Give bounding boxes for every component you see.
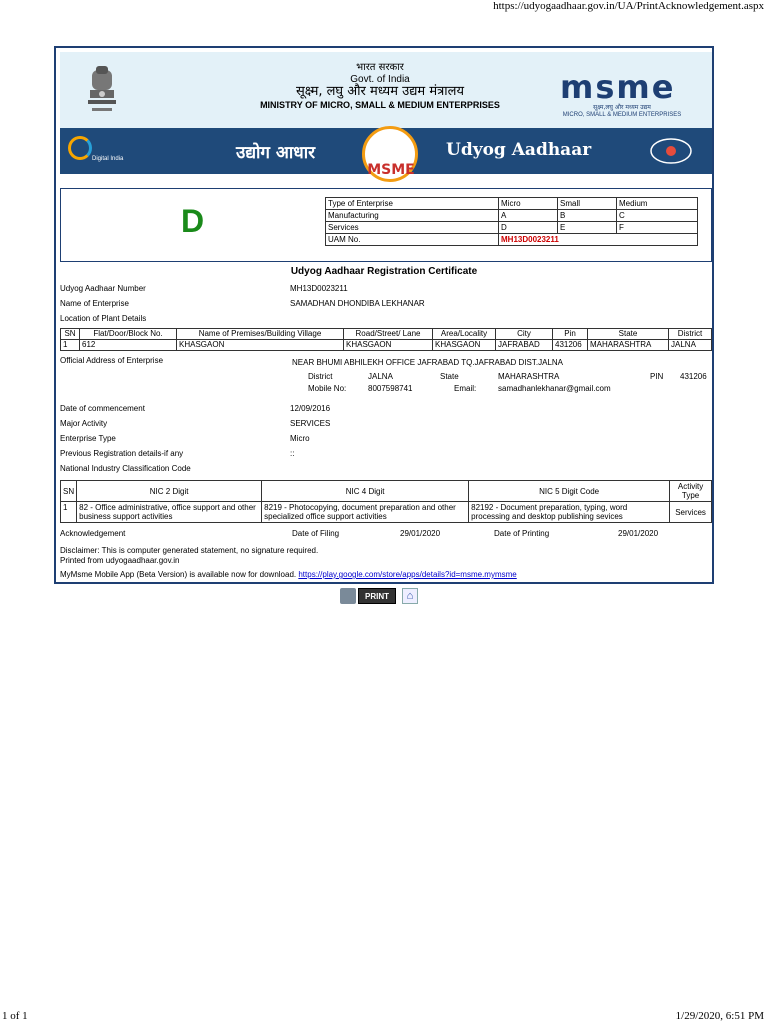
table-cell: 1 [61, 340, 80, 351]
udyog-number: MH13D0023211 [290, 284, 348, 293]
udyog-aadhaar-hindi: उद्योग आधार [236, 143, 316, 163]
category-letter: D [181, 203, 205, 239]
printing-date: 29/01/2020 [618, 529, 659, 538]
msme-caption-english: MICRO, SMALL & MEDIUM ENTERPRISES [562, 111, 682, 118]
page-url: https://udyogaadhaar.gov.in/UA/PrintAcknowledgement.aspx [493, 0, 764, 12]
udyog-aadhaar-seal [350, 128, 432, 180]
certificate-title: Udyog Aadhaar Registration Certificate [290, 266, 478, 277]
print-timestamp: 1/29/2020, 6:51 PM [675, 1010, 764, 1022]
table-row [326, 210, 698, 222]
acknowledgement-label: Acknowledgement [60, 529, 126, 538]
table-cell: D [499, 222, 558, 234]
table-cell: Type of Enterprise [326, 198, 499, 210]
seal-msme-text: MSME [367, 162, 415, 178]
table-cell: KHASGAON [433, 340, 496, 351]
table-cell: Manufacturing [326, 210, 499, 222]
udyog-aadhaar-english: Udyog Aadhaar [446, 140, 592, 160]
page-count: 1 of 1 [2, 1010, 28, 1022]
column-header: NIC 4 Digit [262, 481, 469, 502]
table-cell: JALNA [669, 340, 712, 351]
msme-logo-caption [552, 104, 692, 120]
table-row [61, 340, 712, 351]
filing-date-label: Date of Filing [292, 529, 340, 538]
table-cell: 82192 - Document preparation, typing, word processing and desktop publishing sevices [469, 502, 670, 523]
table-cell: Services [326, 222, 499, 234]
district: JALNA [368, 372, 393, 381]
state-label: State [440, 372, 459, 381]
udyog-number-label: Udyog Aadhaar Number [60, 284, 146, 293]
table-cell: Medium [617, 198, 698, 210]
table-cell: 1 [61, 502, 77, 523]
email: samadhanlekhanar@gmail.com [498, 384, 611, 393]
column-header: NIC 5 Digit Code [469, 481, 670, 502]
printed-from: Printed from udyogaadhaar.gov.in [60, 556, 180, 565]
column-header: SN [61, 481, 77, 502]
mobile-label: Mobile No: [308, 384, 347, 393]
make-in-india-icon [648, 136, 694, 166]
column-header: District [669, 329, 712, 340]
nic-label: National Industry Classification Code [60, 464, 191, 473]
gov-hindi: भारत सरकार [356, 62, 404, 73]
table-cell: 8219 - Photocopying, document preparation and other specialized office support activities [262, 502, 469, 523]
enterprise-name: SAMADHAN DHONDIBA LEKHANAR [290, 299, 425, 308]
mobile: 8007598741 [368, 384, 413, 393]
table-row [326, 222, 698, 234]
table-row [326, 198, 698, 210]
column-header: Name of Premises/Building Village [177, 329, 344, 340]
uam-number: MH13D0023211 [499, 234, 698, 246]
disclaimer: Disclaimer: This is computer generated statement, no signature required. [60, 546, 319, 555]
table-cell: Micro [499, 198, 558, 210]
table-cell: 82 - Office administrative, office support and other business support activities [77, 502, 262, 523]
column-header: Activity Type [670, 481, 712, 502]
commencement-date: 12/09/2016 [290, 404, 331, 413]
column-header: Flat/Door/Block No. [80, 329, 177, 340]
enterprise-type-box [60, 188, 712, 262]
table-cell: 431206 [553, 340, 588, 351]
table-row [61, 502, 712, 523]
print-button[interactable]: PRINT [358, 588, 396, 604]
pin-label: PIN [650, 372, 664, 381]
previous-registration: :: [290, 449, 295, 458]
column-header: State [588, 329, 669, 340]
table-cell: Small [558, 198, 617, 210]
digital-india-label: Digital India [92, 156, 124, 162]
home-icon[interactable]: ⌂ [402, 588, 418, 604]
official-address-label: Official Address of Enterprise [60, 356, 164, 365]
national-emblem-icon [86, 66, 118, 118]
gov-english: Govt. of India [350, 73, 410, 85]
table-cell: 612 [80, 340, 177, 351]
government-title [260, 62, 500, 110]
app-notice-text: MyMsme Mobile App (Beta Version) is available now for download. [60, 570, 297, 579]
msme-logo: msme [560, 68, 676, 106]
pin: 431206 [680, 372, 707, 381]
column-header: Pin [553, 329, 588, 340]
enterprise-type: Micro [290, 434, 310, 443]
table-cell: B [558, 210, 617, 222]
table-cell: A [499, 210, 558, 222]
column-header: Area/Locality [433, 329, 496, 340]
previous-registration-label: Previous Registration details-if any [60, 449, 184, 458]
table-cell: C [617, 210, 698, 222]
table-cell: E [558, 222, 617, 234]
district-label: District [308, 372, 333, 381]
major-activity-label: Major Activity [60, 419, 108, 428]
table-cell: F [617, 222, 698, 234]
printing-date-label: Date of Printing [494, 529, 550, 538]
column-header: SN [61, 329, 80, 340]
table-cell: MAHARASHTRA [588, 340, 669, 351]
location-table [60, 328, 712, 351]
table-cell: Services [670, 502, 712, 523]
filing-date: 29/01/2020 [400, 529, 441, 538]
printer-icon[interactable] [340, 588, 356, 604]
column-header: Road/Street/ Lane [344, 329, 433, 340]
ministry-english: MINISTRY OF MICRO, SMALL & MEDIUM ENTERPRISES [260, 99, 500, 110]
nic-table [60, 480, 712, 523]
certificate-frame [54, 46, 714, 584]
enterprise-type-table [325, 197, 698, 246]
column-header: NIC 2 Digit [77, 481, 262, 502]
table-cell: KHASGAON [177, 340, 344, 351]
table-row [326, 234, 698, 246]
enterprise-name-label: Name of Enterprise [60, 299, 129, 308]
digital-india-icon [68, 136, 92, 160]
msme-caption-hindi: सूक्ष्म,लघु और मध्यम उद्यम [593, 104, 651, 111]
state: MAHARASHTRA [498, 372, 560, 381]
commencement-label: Date of commencement [60, 404, 145, 413]
app-download-link[interactable]: https://play.google.com/store/apps/details?id=msme.mymsme [298, 570, 517, 579]
app-notice [60, 570, 517, 579]
digital-india-logo [68, 136, 138, 166]
table-header-row [61, 481, 712, 502]
ministry-header [60, 52, 712, 128]
enterprise-type-label: Enterprise Type [60, 434, 116, 443]
major-activity: SERVICES [290, 419, 331, 428]
email-label: Email: [454, 384, 477, 393]
uam-label: UAM No. [326, 234, 499, 246]
table-cell: JAFRABAD [496, 340, 553, 351]
ministry-hindi: सूक्ष्म, लघु और मध्यम उद्यम मंत्रालय [296, 84, 464, 99]
location-label: Location of Plant Details [60, 314, 147, 323]
column-header: City [496, 329, 553, 340]
udyog-aadhaar-banner [60, 128, 712, 178]
table-header-row [61, 329, 712, 340]
table-cell: KHASGAON [344, 340, 433, 351]
official-address: NEAR BHUMI ABHILEKH OFFICE JAFRABAD TQ.JAFRABAD DIST.JALNA [292, 358, 564, 367]
